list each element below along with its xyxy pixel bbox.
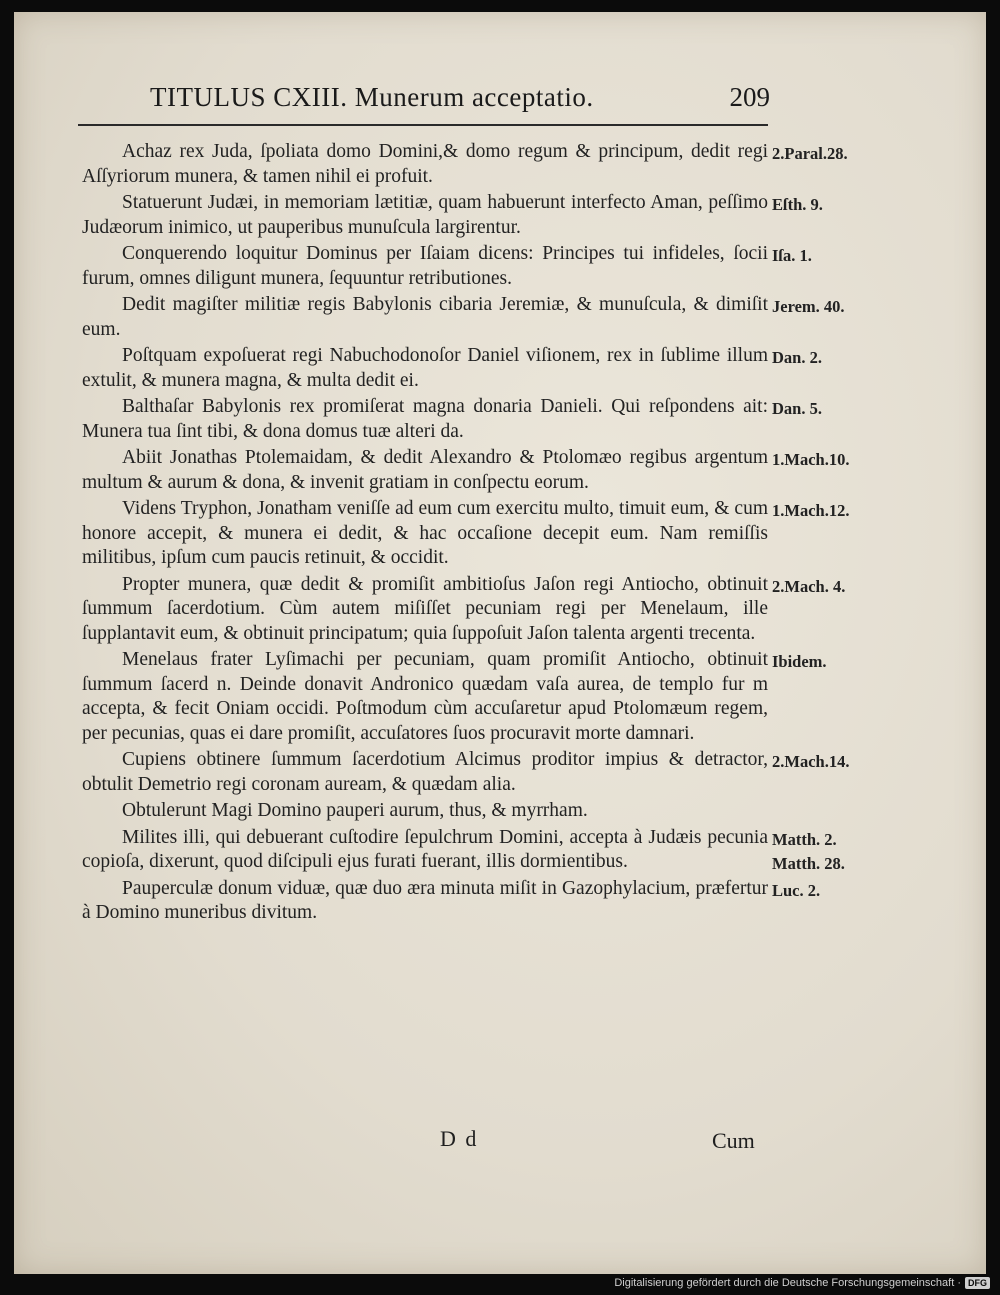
paragraph-text: Achaz rex Juda, ſpoliata domo Domini,& domo regum & principum, dedit regi Aſſyriorum munera, & tamen nihil ei profuit. <box>82 141 768 187</box>
paragraph-entry <box>82 497 850 571</box>
page-header <box>150 82 770 113</box>
paragraph-entry <box>82 877 821 926</box>
paragraph-text: Propter munera, quæ dedit & promiſit ambitioſus Jaſon regi Antiocho, obtinuit ſummum ſacerdotium. Cùm autem miſiſſet pecuniam regi per Menelaum, ille ſupplantavit eum, & obtinuit principatum; quia ſuppoſuit Jaſon talenta argenti trecenta. <box>82 573 768 644</box>
dfg-logo-icon: DFG <box>965 1277 990 1289</box>
margin-reference: Dan. 5. <box>772 399 822 418</box>
header-rule <box>78 124 768 126</box>
paragraph-text: Obtulerunt Magi Domino pauperi aurum, thus, & myrrham. <box>122 800 588 821</box>
paragraph-text: Videns Tryphon, Jonatham veniſſe ad eum cum exercitu multo, timuit eum, & cum honore accepit, & munera ei dedit, & hac occaſione decepit eum. Nam remiſſis militibus, ipſum cum paucis retinuit, & occidit. <box>82 498 768 568</box>
paragraph-entry <box>82 573 846 647</box>
margin-reference: 1.Mach.12. <box>772 501 850 520</box>
paragraph-entry <box>82 446 850 495</box>
margin-reference: Jerem. 40. <box>772 297 845 316</box>
margin-reference: Iſa. 1. <box>772 246 812 265</box>
paragraph-entry <box>82 748 850 797</box>
paragraph-entry <box>82 395 822 444</box>
paragraph-text: Statuerunt Judæi, in memoriam lætitiæ, quam habuerunt interfecto Aman, peſſimo Judæorum inimico, ut pauperibus munuſcula largirentur. <box>82 192 768 238</box>
margin-reference: Matth. 2. <box>772 829 837 849</box>
margin-reference: 2.Mach.14. <box>772 752 850 771</box>
credit-text: Digitalisierung gefördert durch die Deutsche Forschungsgemeinschaft · <box>614 1277 961 1289</box>
paragraph-text: Poſtquam expoſuerat regi Nabuchodonoſor Daniel viſionem, rex in ſublime illum extulit, & munera magna, & multa dedit ei. <box>82 345 768 391</box>
margin-reference: 2.Paral.28. <box>772 144 848 163</box>
paragraph-text: Abiit Jonathas Ptolemaidam, & dedit Alexandro & Ptolomæo regibus argentum multum & aurum & dona, & invenit gratiam in conſpectu eorum. <box>82 447 768 493</box>
paragraph-entry <box>82 648 827 746</box>
catchword: Cum <box>712 1128 755 1153</box>
paragraph-entry <box>82 799 772 824</box>
paragraph-text: Pauperculæ donum viduæ, quæ duo æra minuta miſit in Gazophylacium, præfertur à Domino muneribus divitum. <box>82 877 768 923</box>
paragraph-text: Balthaſar Babylonis rex promiſerat magna donaria Danieli. Qui reſpondens ait: Munera tua ſint tibi, & dona domus tuæ alteri da. <box>82 396 768 442</box>
margin-reference: 2.Mach. 4. <box>772 576 846 596</box>
paragraph-text: Dedit magiſter militiæ regis Babylonis cibaria Jeremiæ, & munuſcula, & dimiſit eum. <box>82 294 768 340</box>
main-text <box>82 140 850 928</box>
margin-reference: Ibidem. <box>772 652 827 671</box>
paragraph-entry <box>82 140 848 189</box>
paragraph-text: Menelaus frater Lyſimachi per pecuniam, quam promiſit Antiocho, obtinuit ſummum ſacerd n. Deinde donavit Andronico quædam vaſa aurea, de templo fur m accepta, & fecit Oniam occidi. Poſtmodum cùm accuſaretur apud Ptolomæum regem, per pecunias, quas ei dare promiſit, accuſatores ſuos procuravit morte damnari. <box>82 649 768 744</box>
margin-reference: 1.Mach.10. <box>772 450 850 469</box>
paragraph-entry <box>82 344 822 393</box>
digitization-credit <box>614 1277 990 1289</box>
paragraph-text: Cupiens obtinere ſummum ſacerdotium Alcimus proditor impius & detractor, obtulit Demetrio regi coronam auream, & quædam alia. <box>82 749 768 795</box>
paragraph-entry <box>82 242 812 291</box>
signature-mark: D d <box>440 1126 479 1151</box>
margin-reference: Eſth. 9. <box>772 195 823 214</box>
paragraph-text: Milites illi, qui debuerant cuſtodire ſepulchrum Domini, accepta à Judæis pecunia copioſa, dixerunt, quod diſcipuli ejus furati fuerant, illis dormientibus. <box>82 826 768 872</box>
margin-reference: Matth. 28. <box>772 853 845 873</box>
paragraph-entry <box>82 826 845 875</box>
margin-reference: Dan. 2. <box>772 348 822 367</box>
margin-reference: Luc. 2. <box>772 880 821 900</box>
running-title: TITULUS CXIII. Munerum acceptatio. <box>150 82 594 112</box>
page-number: 209 <box>729 82 770 112</box>
paragraph-entry <box>82 293 845 342</box>
paragraph-entry <box>82 191 823 240</box>
paragraph-text: Conquerendo loquitur Dominus per Iſaiam dicens: Principes tui infideles, ſocii furum, omnes diligunt munera, ſequuntur retributiones. <box>82 243 768 289</box>
